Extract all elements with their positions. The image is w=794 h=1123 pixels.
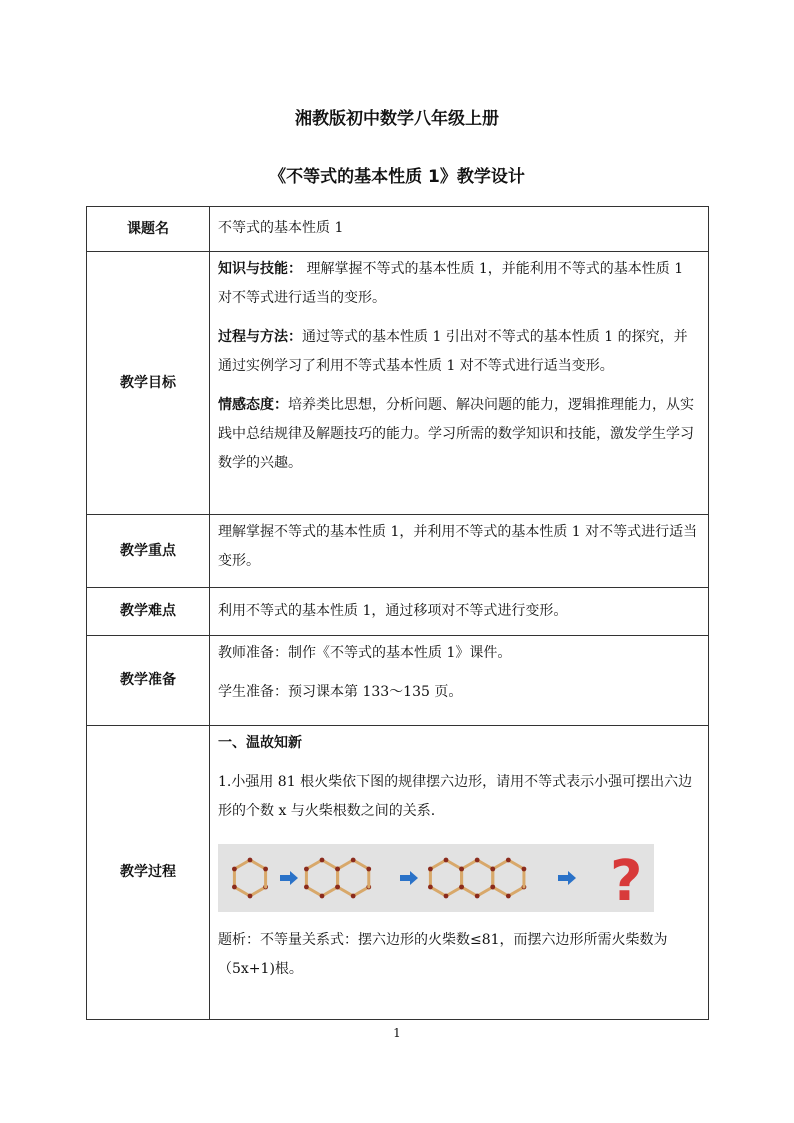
- topic-value: 不等式的基本性质 1: [210, 207, 709, 252]
- matchstick: [250, 887, 266, 896]
- match-head: [351, 858, 356, 863]
- table-row-goals: [87, 252, 709, 515]
- match-head: [232, 885, 237, 890]
- matchstick: [338, 887, 354, 896]
- table-row-key: [87, 515, 709, 588]
- matchstick: [338, 860, 354, 869]
- process-label: 教学过程: [87, 726, 210, 1020]
- matchstick: [250, 860, 266, 869]
- matchstick: [234, 887, 250, 896]
- goal-emotion-label: 情感态度：: [218, 397, 288, 413]
- prep-student: 学生准备：预习课本第 133～135 页。: [218, 684, 463, 700]
- matchstick-hexagons-image: [218, 844, 654, 912]
- matchstick: [234, 860, 250, 869]
- goal-knowledge-label: 知识与技能：: [218, 261, 302, 277]
- goal-emotion: [218, 391, 700, 478]
- document-title: 湘教版初中数学八年级上册: [295, 109, 499, 129]
- prep-teacher: 教师准备：制作《不等式的基本性质 1》课件。: [218, 645, 512, 661]
- match-head: [304, 867, 309, 872]
- key-label: 教学重点: [87, 515, 210, 588]
- matchstick: [446, 887, 462, 896]
- match-head: [248, 894, 253, 899]
- match-head: [475, 894, 480, 899]
- match-head: [444, 858, 449, 863]
- matchstick: [430, 887, 446, 896]
- goal-process: [218, 323, 700, 381]
- matchstick: [462, 887, 478, 896]
- difficulty-text: 利用不等式的基本性质 1，通过移项对不等式进行变形。: [210, 588, 709, 636]
- goal-knowledge: [218, 255, 700, 313]
- match-head: [506, 858, 511, 863]
- matchstick: [477, 887, 493, 896]
- match-head: [263, 867, 268, 872]
- match-head: [428, 885, 433, 890]
- match-head: [506, 894, 511, 899]
- process-problem: 1.小强用 81 根火柴依下图的规律摆六边形，请用不等式表示小强可摆出六边形的个数 x 与火柴根数之间的关系.: [218, 774, 693, 819]
- table-row-prep: [87, 636, 709, 726]
- prep-label: 教学准备: [87, 636, 210, 726]
- matchstick: [477, 860, 493, 869]
- matchstick: [430, 860, 446, 869]
- goal-emotion-text: 培养类比思想，分析问题、解决问题的能力，逻辑推理能力，从实践中总结规律及解题技巧的能力。学习所需的数学知识和技能，激发学生学习数学的兴趣。: [218, 397, 694, 471]
- goals-label: 教学目标: [87, 252, 210, 515]
- matchstick: [353, 860, 369, 869]
- match-head: [522, 867, 527, 872]
- match-head: [428, 867, 433, 872]
- key-text: 理解掌握不等式的基本性质 1，并利用不等式的基本性质 1 对不等式进行适当变形。: [210, 515, 709, 588]
- arrow-right-icon: [558, 871, 576, 885]
- match-head: [490, 867, 495, 872]
- prep-content: [210, 636, 709, 726]
- matchstick: [306, 860, 322, 869]
- match-head: [351, 894, 356, 899]
- matchstick: [446, 860, 462, 869]
- matchstick: [508, 860, 524, 869]
- match-head: [490, 885, 495, 890]
- lesson-plan-table: [86, 206, 709, 1020]
- match-head: [248, 858, 253, 863]
- page-number: 1: [393, 1026, 401, 1040]
- topic-label: 课题名: [87, 207, 210, 252]
- match-head: [366, 867, 371, 872]
- match-head: [320, 858, 325, 863]
- goal-process-label: 过程与方法：: [218, 329, 302, 345]
- match-head: [335, 885, 340, 890]
- table-row-topic: [87, 207, 709, 252]
- document-subtitle: 《不等式的基本性质 1》教学设计: [269, 167, 525, 187]
- difficulty-label: 教学难点: [87, 588, 210, 636]
- goals-content: [210, 252, 709, 515]
- match-head: [335, 867, 340, 872]
- process-analysis: 题析：不等量关系式：摆六边形的火柴数≤81，而摆六边形所需火柴数为（5x+1)根。: [218, 932, 668, 977]
- matchstick: [508, 887, 524, 896]
- match-head: [475, 858, 480, 863]
- matchstick: [493, 887, 509, 896]
- table-row-process: [87, 726, 709, 1020]
- match-head: [232, 867, 237, 872]
- match-head: [304, 885, 309, 890]
- match-head: [459, 867, 464, 872]
- matchstick: [322, 860, 338, 869]
- matchstick: [306, 887, 322, 896]
- question-mark-icon: ?: [610, 849, 643, 912]
- matchstick: [493, 860, 509, 869]
- match-head: [444, 894, 449, 899]
- matchstick: [462, 860, 478, 869]
- matchstick: [353, 887, 369, 896]
- table-row-difficulty: [87, 588, 709, 636]
- matchstick: [322, 887, 338, 896]
- arrow-right-icon: [400, 871, 418, 885]
- goal-process-text: 通过等式的基本性质 1 引出对不等式的基本性质 1 的探究，并通过实例学习了利用不等式基本性质 1 对不等式进行适当变形。: [218, 329, 688, 374]
- process-content: [210, 726, 709, 1020]
- match-head: [320, 894, 325, 899]
- arrow-right-icon: [280, 871, 298, 885]
- matchstick-hexagons-figure: [218, 844, 654, 912]
- goal-knowledge-text: 理解掌握不等式的基本性质 1，并能利用不等式的基本性质 1 对不等式进行适当的变形。: [218, 261, 684, 306]
- process-section-title: 一、温故知新: [218, 735, 302, 751]
- match-head: [459, 885, 464, 890]
